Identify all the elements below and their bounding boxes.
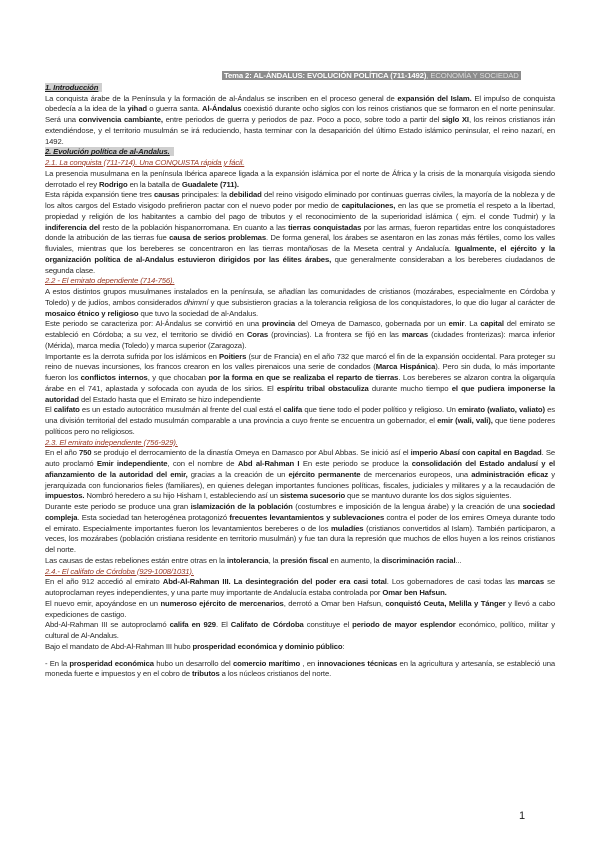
text-run: A estos distintos grupos musulmanes instalados en la península, se añadían las comunidades de cristianos (mozárabes, especialmente en Córdoba y Toledo) y de judíos, ambos considerados	[45, 287, 555, 307]
text-run: constituye el	[303, 620, 353, 630]
bold-text: marcas	[401, 330, 429, 339]
bold-text: Califato de Córdoba	[230, 620, 304, 630]
bold-text: emir (wali, vali),	[437, 416, 493, 425]
text-run: gracias a la creación de un	[187, 469, 289, 479]
subsection-heading	[45, 567, 555, 578]
text-run: (costumbres e imposición de la lengua árabe) y la creación de una	[292, 502, 523, 511]
bold-text: intolerancia	[226, 555, 269, 565]
paragraph	[45, 448, 555, 502]
bold-text: muladíes	[331, 523, 364, 533]
text-run: , derrotó a Omar ben Hafsun,	[283, 598, 386, 608]
text-run: 1. Introducción	[45, 82, 99, 92]
text-run: 2. Evolución política de al-Andalus.	[45, 147, 170, 157]
bold-text: Coras	[246, 330, 269, 339]
text-run: Durante este periodo se produce una gran	[45, 502, 191, 511]
paragraph	[45, 502, 555, 556]
text-run: en la agricultura y artesanía, se estableció una moneda fuerte e impuestos y en el cobro de	[45, 658, 556, 679]
bold-text: indiferencia del	[45, 222, 100, 232]
text-run: En este periodo se produce la	[299, 459, 412, 468]
text-run: La conquista árabe de la Península y la formación de al-Ándalus se inscriben en el proceso general de	[45, 93, 398, 103]
bold-text: califa en 929	[169, 620, 216, 630]
bold-text: prosperidad económica y dominio público	[192, 641, 343, 651]
paragraph	[45, 169, 555, 191]
bold-text: frecuentes levantamientos y sublevaciones	[229, 512, 385, 522]
paragraph	[45, 556, 555, 567]
text-run: del Estado hasta que el Emirato se hizo independiente	[78, 394, 261, 404]
bold-text: emir	[448, 319, 465, 329]
subsection-heading	[45, 276, 555, 287]
text-run: que tuvo la sociedad de al-Andalus.	[138, 308, 259, 318]
paragraph	[45, 620, 555, 642]
section-heading	[45, 83, 555, 94]
text-run: ...	[455, 555, 462, 565]
text-run: . El	[215, 620, 231, 630]
text-run: , la	[268, 555, 281, 565]
heading-text	[45, 83, 102, 92]
paragraph	[45, 287, 555, 319]
text-run: Bajo el mandato de Abd-Al-Rahman III hubo	[45, 641, 193, 651]
bold-text: yihad	[127, 104, 147, 114]
bold-text: Poitiers	[218, 351, 247, 361]
bold-text: islamización de la población	[190, 502, 293, 511]
text-run: (sur de Francia) en el año 732 que marcó el fin de la expansión occidental. Para proteger su reino de nuevas incursiones, los francos crearon en los valles pirenaicos una serie de condados (	[45, 351, 556, 372]
text-run: El nuevo emir, apoyándose en un	[45, 598, 161, 608]
bold-text: por la forma en que se realizaba el reparto de tierras	[208, 373, 399, 382]
text-run: . La	[464, 319, 481, 329]
paragraph	[45, 405, 555, 437]
text-run: (provincias). La frontera se fijó en las	[268, 330, 402, 339]
bold-text: Guadalete (711).	[181, 179, 239, 189]
text-run: resto de la población hispanorromana. En cuanto a las	[99, 222, 289, 232]
text-run: en las que se prometía el respeto a la libertad, propiedad y religión de los habitantes a cambio del pago de tributos y el reconocimiento de la superioridad islámica ( ejm. el conde Tudmir) y la	[45, 201, 556, 221]
text-run: es un estado autocrático musulmán al frente del cual está el	[79, 405, 284, 415]
bold-text: conquistó Ceuta, Melilla y Tánger	[385, 598, 506, 608]
bold-text: Omar ben Hafsun.	[382, 588, 447, 597]
page-number: 1	[519, 810, 526, 822]
text-run: o guerra santa.	[146, 104, 203, 114]
bold-text: convivencia cambiante,	[78, 115, 163, 124]
paragraph	[45, 577, 555, 599]
text-run: (ciudades fronterizas): marca inferior (Mérida), marca media (Toledo) y marca superior (Zaragoza).	[45, 330, 555, 350]
text-run: En el año	[45, 448, 79, 458]
bold-text: administración eficaz	[471, 469, 549, 479]
text-run: del reino visigodo eliminado por continuas guerras civiles, la mayoría de la nobleza y de los altos cargos del Estado visigodo prefirieron pactar con el nuevo poder por medio de	[45, 190, 555, 210]
bold-text: capitulaciones,	[341, 201, 396, 210]
text-run: principales: la	[179, 190, 230, 200]
text-run: entre periodos de guerra y periodos de paz. Poco a poco, sobre todo a partir del	[162, 115, 442, 124]
bold-text: capital	[480, 319, 504, 329]
text-run: contra el poder de los emires Omeya durante todo el emirato. Especialmente importantes fueron los levantamientos bereberes o de los	[45, 512, 555, 533]
text-run: 2.3. El emirato independiente (756-929).	[45, 437, 178, 447]
text-run: (cristianos convertidos al Islam). También participaron, a veces, los mozárabes (población cristiana residente en territorio musulmán) y fue tan dura la represión que muchos de ellos huyen a los reinos cristianos del norte.	[45, 523, 555, 554]
bold-text: conflictos internos	[80, 373, 148, 382]
text-run: del emirato se estableció en Córdoba; a su vez, el territorio se dividió en	[45, 319, 556, 339]
text-run: Nombró heredero a su hijo Hisham I, estableciendo así un	[84, 491, 280, 501]
bold-text: Igualmente, el ejército y la organización política de al-Andalus estuvieron dirigidos por las élites árabes,	[45, 244, 556, 264]
text-run: , en	[300, 658, 318, 668]
bold-text: sociedad compleja	[45, 502, 555, 522]
paragraph	[45, 599, 555, 621]
text-run: que generalmente consideraban a los bereberes ciudadanos de segunda clase.	[45, 254, 555, 275]
text-run: , los reinos cristianos irán extendiéndose, y el territorio musulmán se irá reduciendo, hasta terminar con la desaparición del último Estado islámico peninsular, el reino nazarí, en 1492.	[45, 115, 556, 146]
text-run: 2.4.- El califato de Córdoba (929-1008/1031).	[45, 566, 194, 576]
text-run: y llevó a cabo expediciones de castigo.	[45, 598, 555, 619]
title-banner	[222, 71, 521, 80]
bold-text: califato	[53, 405, 80, 415]
document-title	[45, 71, 555, 82]
paragraph	[45, 352, 555, 406]
bold-text: presión fiscal	[280, 555, 329, 565]
heading-text	[45, 147, 174, 156]
paragraph	[45, 642, 555, 653]
text-run: - En la	[45, 658, 70, 668]
text-run: . Los bereberes se alzaron contra la oligarquía árabe en el 741, aplastada y sofocada con ayuda de los sirios. El	[45, 373, 555, 393]
text-run: Esta rápida expansión tiene tres	[45, 190, 154, 200]
italic-text: dhimmí	[183, 297, 209, 307]
text-run: hubo un desarrollo del	[153, 658, 233, 668]
text-run: en la batalla de	[127, 179, 182, 189]
bold-text: expansión del Islam.	[397, 93, 472, 103]
bold-text: debilidad	[229, 190, 262, 200]
text-run: El impulso de conquista obedecía a la idea de la	[45, 93, 555, 114]
text-run: y que subsistieron gracias a la tolerancia religiosa de los conquistadores, lo que dio lugar al carácter de	[208, 297, 555, 307]
text-run: que se mantuvo durante los dos siglos siguientes.	[345, 491, 512, 501]
paragraph	[45, 659, 555, 681]
text-run: , y que chocaban	[147, 373, 209, 382]
text-run: que tiene todo el poder político y religioso. Un	[302, 405, 459, 415]
text-run: a los núcleos cristianos del norte.	[219, 669, 332, 679]
text-run: 2.1. La conquista (711-714). Una CONQUISTA rápida y fácil.	[45, 158, 245, 167]
document-page	[45, 71, 555, 680]
bold-text: consolidación del Estado andalusí y el afianzamiento de la autoridad del emir,	[45, 459, 555, 479]
bold-text: Tema 2: AL-ÁNDALUS: EVOLUCIÓN POLÍTICA (711-1492)	[224, 71, 427, 80]
bold-text: marcas	[517, 577, 544, 587]
bold-text: tierras conquistadas	[288, 222, 362, 232]
text-run: 2.2 - El emirato dependiente (714-756).	[45, 276, 175, 286]
bold-text: Rodrigo	[98, 179, 128, 189]
bold-text: discriminación racial	[381, 555, 456, 565]
subsection-heading	[45, 438, 555, 449]
bold-text: causas	[153, 190, 180, 200]
text-run: . Se auto proclamó	[45, 448, 555, 468]
bold-text: siglo XI	[441, 115, 469, 124]
text-run: que tiene poderes políticos pero no religiosos.	[45, 416, 555, 436]
paragraph	[45, 319, 555, 351]
text-run: , ECONOMÍA Y SOCIEDAD	[426, 71, 519, 80]
bold-text: numeroso ejército de mercenarios	[160, 598, 284, 608]
bold-text: Abd al-Rahman I	[237, 459, 300, 468]
text-run: se produjo el derrocamiento de la dinastía Omeya en Damasco por Abul Abbas. Se inició así el	[91, 448, 411, 458]
text-run: , con el nombre de	[167, 459, 238, 468]
bold-text: innovaciones técnicas	[317, 658, 398, 668]
text-run: coexistió durante ocho siglos con los reinos cristianos que se formaron en el norte peninsular. Será una	[45, 104, 555, 124]
bold-text: califa	[283, 405, 303, 415]
text-run: Importante es la derrota sufrida por los islámicos en	[45, 351, 219, 361]
bold-text: impuestos.	[45, 491, 85, 501]
bold-text: tributos	[191, 669, 220, 679]
section-heading	[45, 147, 555, 158]
text-run: durante mucho tiempo	[368, 383, 452, 393]
text-run: en aumento, la	[328, 555, 382, 565]
bold-text: prosperidad económica	[69, 658, 154, 668]
bold-text: periodo de mayor esplendor	[352, 620, 456, 630]
text-run: por las armas, fueron repartidas entre los conquistadores donde la atribución de las tierras fue	[45, 222, 556, 243]
text-run: se autoproclaman reyes independientes, y una parte muy importante de Andalucía estaba controlada por	[45, 577, 555, 597]
bold-text: ejército permanente	[288, 469, 361, 479]
subsection-heading	[45, 158, 555, 169]
bold-text: Marca Hispánica	[375, 362, 436, 372]
text-run: Este periodo se caracteriza por: Al-Ándalus se convirtió en una	[45, 319, 262, 329]
text-run: Las causas de estas rebeliones están entre otras en la	[45, 555, 227, 565]
bold-text: Al-Ándalus	[202, 104, 242, 114]
bold-text: Abd-Al-Rahman III. La desintegración del poder era casi total	[162, 577, 387, 587]
text-run: y jerarquizada con funcionarios fieles (familiares), en quienes delegan importantes funciones políticas, fiscales, judiciales y militares y a la recaudación de	[45, 469, 555, 490]
text-run: del Omeya de Damasco, gobernada por un	[295, 319, 449, 329]
paragraph	[45, 94, 555, 148]
bold-text: imperio Abasí con capital en Bagdad	[410, 448, 542, 458]
text-run: :	[342, 641, 345, 651]
bold-text: emirato (waliato, valiato)	[458, 405, 545, 415]
text-run: . Esta sociedad tan heterogénea protagonizó	[77, 512, 230, 522]
bold-text: mosaico étnico y religioso	[45, 308, 139, 318]
paragraph	[45, 190, 555, 276]
text-run: En el año 912 accedió al emirato	[45, 577, 163, 587]
bold-text: provincia	[261, 319, 295, 329]
text-run: ). Pero sin duda, lo más importante fueron los	[45, 362, 556, 382]
bold-text: sistema sucesorio	[279, 491, 346, 501]
text-run: . De forma general, los árabes se asentaron en las zonas más fértiles, como los valles fluviales, mientras que los bereberes se concentraron en las tierras montañosas de la Meseta central y Andalucía.	[45, 233, 556, 253]
bold-text: el que pudiera imponerse la autoridad	[45, 383, 555, 404]
text-run: . Los gobernadores de casi todas las	[386, 577, 518, 587]
text-run: de mercenarios europeos, una	[360, 469, 472, 479]
text-run: económico, político, militar y cultural de Al-Andalus.	[45, 620, 555, 640]
bold-text: espíritu tribal obstaculiza	[276, 383, 369, 393]
text-run: Abd-Al-Rahman III se autoproclamó	[45, 620, 170, 630]
bold-text: Emir independiente	[96, 459, 168, 468]
text-run: El	[45, 405, 54, 415]
text-run: es una división territorial del estado musulmán comparable a una provincia a cuyo frente se encuentra un gobernador, el	[45, 405, 555, 425]
text-run: La presencia musulmana en la península Ibérica aparece ligada a la expansión islámica por el norte de África y la crisis de la monarquía visigoda siendo derrotado el rey	[45, 168, 555, 189]
bold-text: 750	[78, 448, 92, 458]
bold-text: comercio marítimo	[232, 658, 301, 668]
bold-text: causa de serios problemas	[169, 233, 266, 243]
